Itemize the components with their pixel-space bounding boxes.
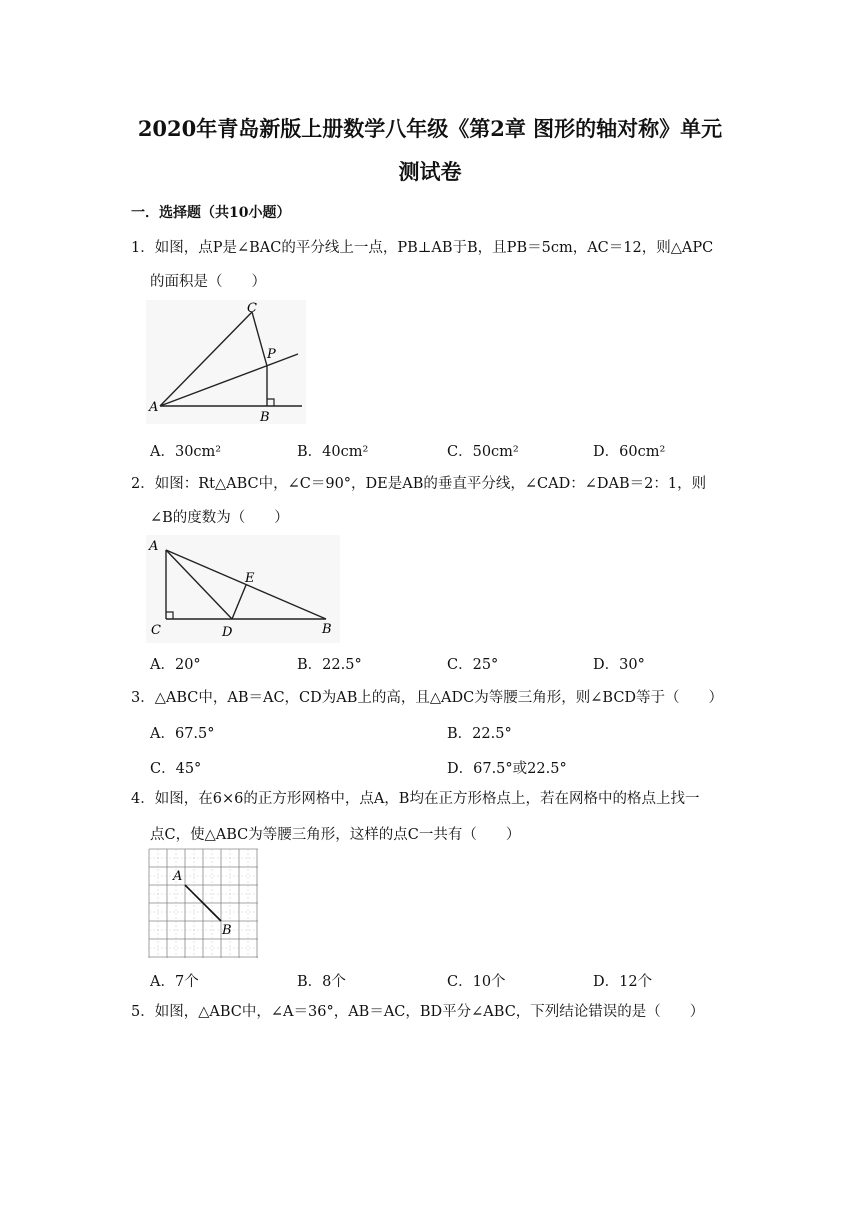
label-d: D [222,625,233,640]
question-1-text: 1．如图，点P是∠BAC的平分线上一点，PB⊥AB于B，且PB＝5cm，AC＝12，则△APC [131,240,714,256]
question-1-text-cont: 的面积是（ ） [150,274,266,290]
q1-option-c: C．50cm² [447,444,519,460]
q4-option-c: C．10个 [447,974,506,990]
q4-option-b: B．8个 [297,974,346,990]
page-title-cont: 测试卷 [398,159,462,184]
q3-option-c: C．45° [150,761,202,777]
question-4-text-cont: 点C，使△ABC为等腰三角形，这样的点C一共有（ ） [150,827,521,843]
question-1-figure [146,300,306,424]
label-c: C [151,623,161,638]
label-a: A [149,539,159,554]
q4-option-a: A．7个 [150,974,199,990]
q1-option-a: A．30cm² [150,444,222,460]
page-title: 2020年青岛新版上册数学八年级《第2章 图形的轴对称》单元 [137,116,723,141]
q2-option-d: D．30° [593,657,645,673]
question-5-text: 5．如图，△ABC中，∠A＝36°，AB＝AC，BD平分∠ABC，下列结论错误的是（ ） [131,1004,705,1020]
q3-option-d: D．67.5°或22.5° [447,761,567,777]
q4-option-d: D．12个 [593,974,653,990]
label-a: A [149,400,159,415]
q3-option-b: B．22.5° [447,726,512,742]
question-4-text: 4．如图，在6×6的正方形网格中，点A，B均在正方形格点上，若在网格中的格点上找一 [131,791,700,807]
q2-option-b: B．22.5° [297,657,362,673]
q2-option-c: C．25° [447,657,499,673]
q2-option-a: A．20° [150,657,201,673]
label-a: A [173,869,183,884]
figure-background [146,535,340,643]
label-p: P [267,347,276,362]
label-b: B [260,410,270,424]
question-2-figure [146,535,340,643]
label-b: B [222,923,232,938]
label-c: C [247,301,257,316]
question-2-text-cont: ∠B的度数为（ ） [150,510,289,526]
section-heading: 一．选择题（共10小题） [131,205,291,221]
question-2-text: 2．如图：Rt△ABC中，∠C＝90°，DE是AB的垂直平分线，∠CAD：∠DAB＝2：1，则 [131,476,707,492]
question-4-grid-figure [148,848,259,959]
q1-option-b: B．40cm² [297,444,369,460]
label-b: B [322,622,332,637]
q1-option-d: D．60cm² [593,444,666,460]
label-e: E [245,571,255,586]
q3-option-a: A．67.5° [150,726,215,742]
question-3-text: 3．△ABC中，AB＝AC，CD为AB上的高，且△ADC为等腰三角形，则∠BCD等于（ ） [131,690,724,706]
